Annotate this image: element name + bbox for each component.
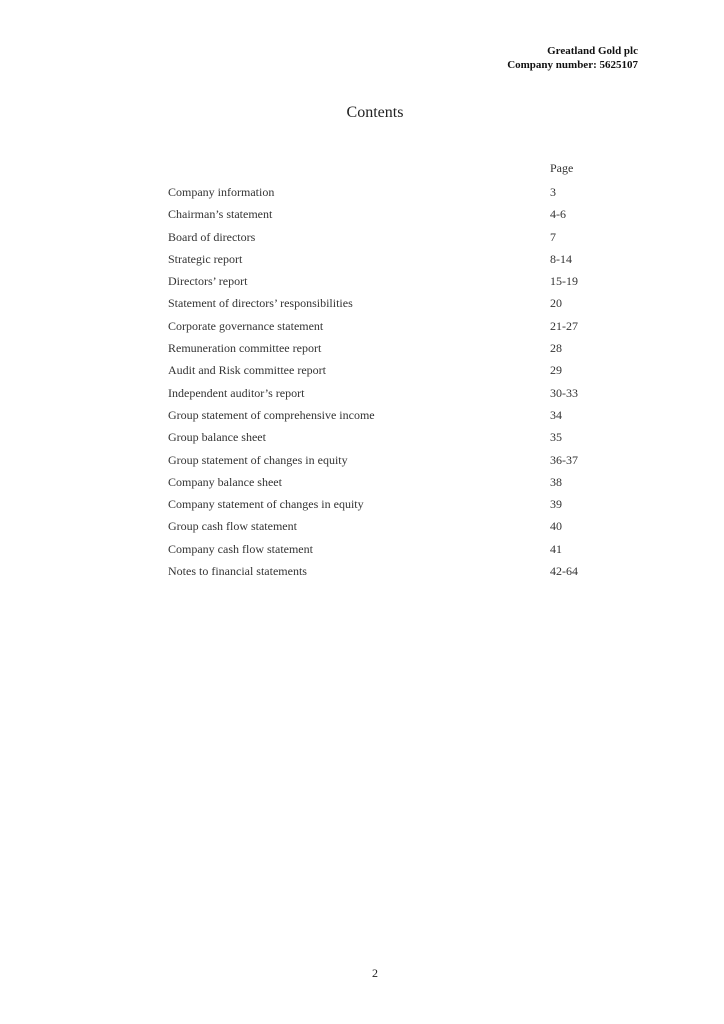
toc-entry-title: Company balance sheet	[168, 474, 282, 489]
company-number: Company number: 5625107	[507, 59, 638, 71]
toc-row	[168, 228, 608, 250]
toc-entry-title: Remuneration committee report	[168, 341, 322, 356]
footer-page-number: 2	[372, 966, 378, 980]
toc-row	[168, 428, 608, 450]
toc-entry-title: Notes to financial statements	[168, 564, 307, 579]
toc-entry-page: 30-33	[550, 385, 578, 400]
toc-entry-page: 21-27	[550, 318, 578, 333]
toc-entry-title: Statement of directors’ responsibilities	[168, 296, 353, 311]
toc-entry-page: 4-6	[550, 207, 566, 222]
toc-row	[168, 406, 608, 428]
toc-row	[168, 540, 608, 562]
company-name: Greatland Gold plc	[547, 45, 638, 57]
toc-entry-page: 41	[550, 541, 562, 556]
toc-entry-title: Company statement of changes in equity	[168, 497, 364, 512]
toc-row	[168, 361, 608, 383]
table-of-contents	[168, 183, 608, 584]
toc-entry-title: Company cash flow statement	[168, 541, 313, 556]
toc-entry-page: 35	[550, 430, 562, 445]
toc-row	[168, 451, 608, 473]
toc-row	[168, 272, 608, 294]
toc-entry-title: Chairman’s statement	[168, 207, 273, 222]
toc-entry-title: Directors’ report	[168, 274, 248, 289]
toc-entry-page: 34	[550, 407, 562, 422]
toc-row	[168, 294, 608, 316]
toc-entry-page: 39	[550, 497, 562, 512]
toc-row	[168, 317, 608, 339]
toc-entry-page: 38	[550, 474, 562, 489]
toc-row	[168, 562, 608, 584]
toc-row	[168, 517, 608, 539]
page-column-label: Page	[550, 161, 574, 175]
toc-entry-page: 7	[550, 229, 556, 244]
toc-entry-page: 8-14	[550, 251, 572, 266]
toc-row	[168, 183, 608, 205]
page-title: Contents	[346, 104, 404, 121]
toc-entry-title: Group cash flow statement	[168, 519, 297, 534]
toc-row	[168, 495, 608, 517]
toc-row	[168, 473, 608, 495]
toc-entry-title: Corporate governance statement	[168, 318, 324, 333]
toc-row	[168, 339, 608, 361]
toc-entry-title: Group statement of comprehensive income	[168, 407, 375, 422]
toc-entry-page: 28	[550, 341, 562, 356]
toc-entry-page: 36-37	[550, 452, 578, 467]
toc-entry-page: 20	[550, 296, 562, 311]
toc-entry-title: Group statement of changes in equity	[168, 452, 348, 467]
toc-entry-page: 3	[550, 185, 556, 199]
toc-entry-title: Independent auditor’s report	[168, 385, 305, 400]
toc-row	[168, 205, 608, 227]
toc-entry-title: Audit and Risk committee report	[168, 363, 326, 378]
toc-entry-title: Strategic report	[168, 251, 243, 266]
toc-entry-page: 42-64	[550, 564, 578, 579]
toc-entry-page: 29	[550, 363, 562, 378]
document-header	[507, 44, 638, 72]
toc-entry-title: Board of directors	[168, 229, 256, 244]
toc-row	[168, 250, 608, 272]
toc-entry-page: 15-19	[550, 274, 578, 289]
toc-entry-title: Group balance sheet	[168, 430, 266, 445]
toc-entry-page: 40	[550, 519, 562, 534]
toc-entry-title: Company information	[168, 185, 275, 199]
toc-row	[168, 384, 608, 406]
